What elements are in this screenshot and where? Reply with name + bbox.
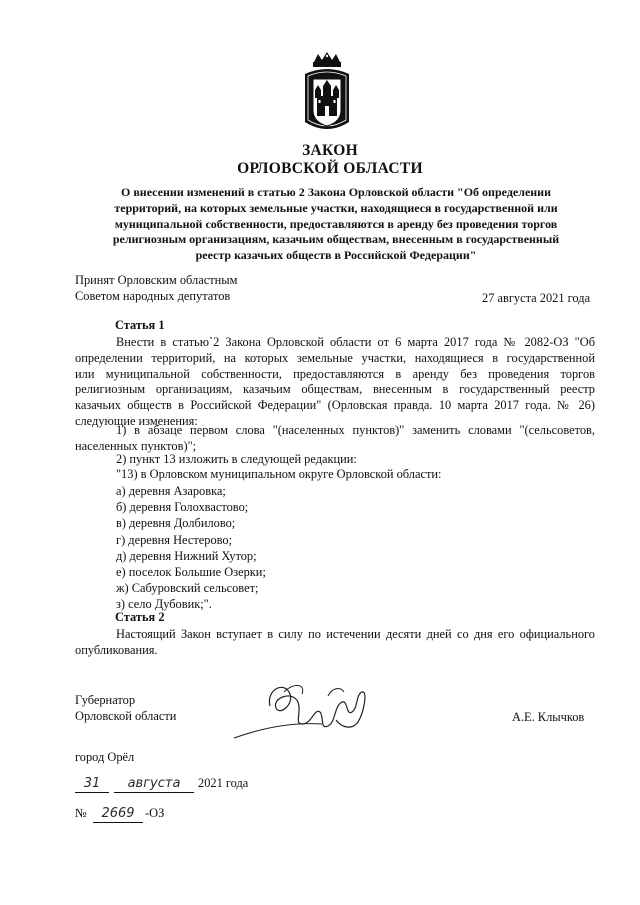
number-suffix: -ОЗ [145, 806, 165, 820]
article-2-text [75, 627, 595, 659]
handwritten-signature [232, 672, 378, 744]
city: город Орёл [75, 750, 135, 764]
subtitle-line: реестр казачьих обществ в Российской Федерации" [195, 248, 477, 263]
coat-of-arms-emblem [302, 52, 352, 136]
article-2-line: опубликования. [75, 642, 158, 657]
law-number-field [93, 806, 143, 823]
law-title: ЗАКОН [302, 142, 358, 159]
quote-intro: "13) в Орловском муниципальном округе Орловской области: [116, 467, 442, 481]
settlement-list [116, 483, 266, 613]
list-item: а) деревня Азаровка; [116, 484, 226, 498]
subtitle-line: О внесении изменений в статью 2 Закона Орловской области "Об определении [120, 185, 552, 199]
signing-year: 2021 года [198, 776, 249, 790]
list-item: г) деревня Нестерово; [116, 532, 233, 547]
intro-line: казачьих обществ в Российской Федерации" (Орловская правда. 10 марта 2017 года. № 26) [75, 398, 595, 413]
list-item: з) село Дубовик;". [116, 597, 212, 612]
adoption-date: 27 августа 2021 года [482, 291, 591, 305]
list-item: в) деревня Долбилово; [116, 516, 236, 531]
subtitle-line: религиозным организациям, казачьим обществам, внесенным в государственный [112, 232, 560, 247]
list-item: б) деревня Голохвастово; [116, 500, 249, 515]
list-item: ж) Сабуровский сельсовет; [116, 581, 259, 596]
subtitle-line: муниципальной собственности, предоставляются в аренду без проведения торгов [114, 216, 558, 231]
signing-month-field [114, 776, 194, 793]
law-subtitle [78, 185, 594, 264]
intro-line: определении территорий, на которых земельные участки, находящиеся в государственной [75, 350, 595, 365]
law-number: 2669 [101, 806, 135, 821]
article-2-line: Настоящий Закон вступает в силу по истечении десяти дней со дня его официального [116, 627, 595, 641]
governor-name: А.Е. Клычков [512, 710, 585, 724]
governor-title-line1: Губернатор [75, 693, 136, 707]
signing-month: августа [127, 776, 181, 791]
item-1-line: населенных пунктов)"; [75, 438, 197, 453]
adopted-by-line2: Советом народных депутатов [75, 289, 231, 303]
list-item: д) деревня Нижний Хутор; [116, 548, 257, 563]
list-item: е) поселок Большие Озерки; [116, 565, 266, 580]
intro-line: религиозным организациям, казачьим обществам, внесенным в государственный реестр [75, 382, 595, 397]
article-1-item-1 [75, 423, 595, 455]
subtitle-line: территорий, на которых земельные участки, находящиеся в государственной или [114, 200, 558, 215]
signing-day-field [75, 776, 109, 793]
article-1-intro [75, 335, 595, 430]
region-title: ОРЛОВСКОЙ ОБЛАСТИ [237, 160, 423, 177]
signing-day: 31 [83, 776, 101, 791]
intro-line: Внести в статью`2 Закона Орловской области от 6 марта 2017 года № 2082-ОЗ "Об [116, 335, 595, 349]
intro-line: или муниципальной собственности, предоставляются в аренду без проведения торгов [75, 366, 595, 381]
article-1-item-2: 2) пункт 13 изложить в следующей редакции: [116, 452, 357, 466]
number-prefix: № [75, 806, 87, 820]
governor-title-line2: Орловской области [75, 709, 177, 723]
intro-line: следующие изменения: [75, 413, 198, 428]
adopted-by-line1: Принят Орловским областным [75, 273, 238, 287]
article-1-heading: Статья 1 [115, 318, 165, 332]
item-1-line: 1) в абзаце первом слова "(населенных пунктов)" заменить словами "(сельсоветов, [116, 423, 595, 437]
article-2-heading: Статья 2 [115, 610, 165, 624]
